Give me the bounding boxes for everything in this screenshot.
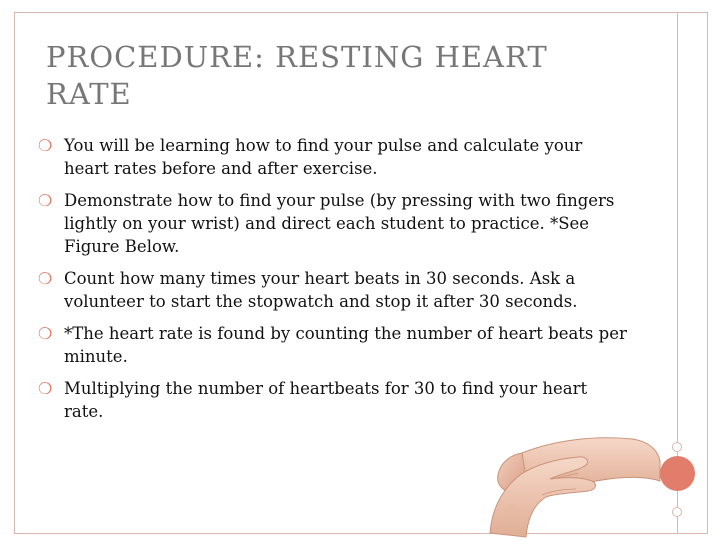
decor-circle xyxy=(660,456,695,491)
bullet-text: Multiplying the number of heartbeats for 30 to find your heart rate. xyxy=(64,379,588,421)
bullet-text: You will be learning how to find your pulse and calculate your heart rates before and after exercise. xyxy=(64,136,583,178)
bullet-ring-icon: ❍ xyxy=(38,191,53,210)
wrist-pulse-hands-icon xyxy=(482,405,662,541)
bullet-ring-icon: ❍ xyxy=(38,379,53,398)
list-item xyxy=(38,189,628,258)
list-item xyxy=(38,134,628,180)
slide-title: PROCEDURE: RESTING HEART RATE xyxy=(46,40,548,111)
decor-dot-bottom xyxy=(672,507,682,517)
decor-dot-top xyxy=(672,442,682,452)
bullet-list xyxy=(38,134,628,432)
list-item xyxy=(38,267,628,313)
bullet-ring-icon: ❍ xyxy=(38,269,53,288)
bullet-text: Demonstrate how to find your pulse (by pressing with two fingers lightly on your wrist) and direct each student to practice. *See Figure Below. xyxy=(64,191,615,256)
bullet-text: *The heart rate is found by counting the number of heart beats per minute. xyxy=(64,324,627,366)
bullet-ring-icon: ❍ xyxy=(38,324,53,343)
bullet-text: Count how many times your heart beats in 30 seconds. Ask a volunteer to start the stopwatch and stop it after 30 seconds. xyxy=(64,269,578,311)
bullet-ring-icon: ❍ xyxy=(38,136,53,155)
list-item xyxy=(38,322,628,368)
